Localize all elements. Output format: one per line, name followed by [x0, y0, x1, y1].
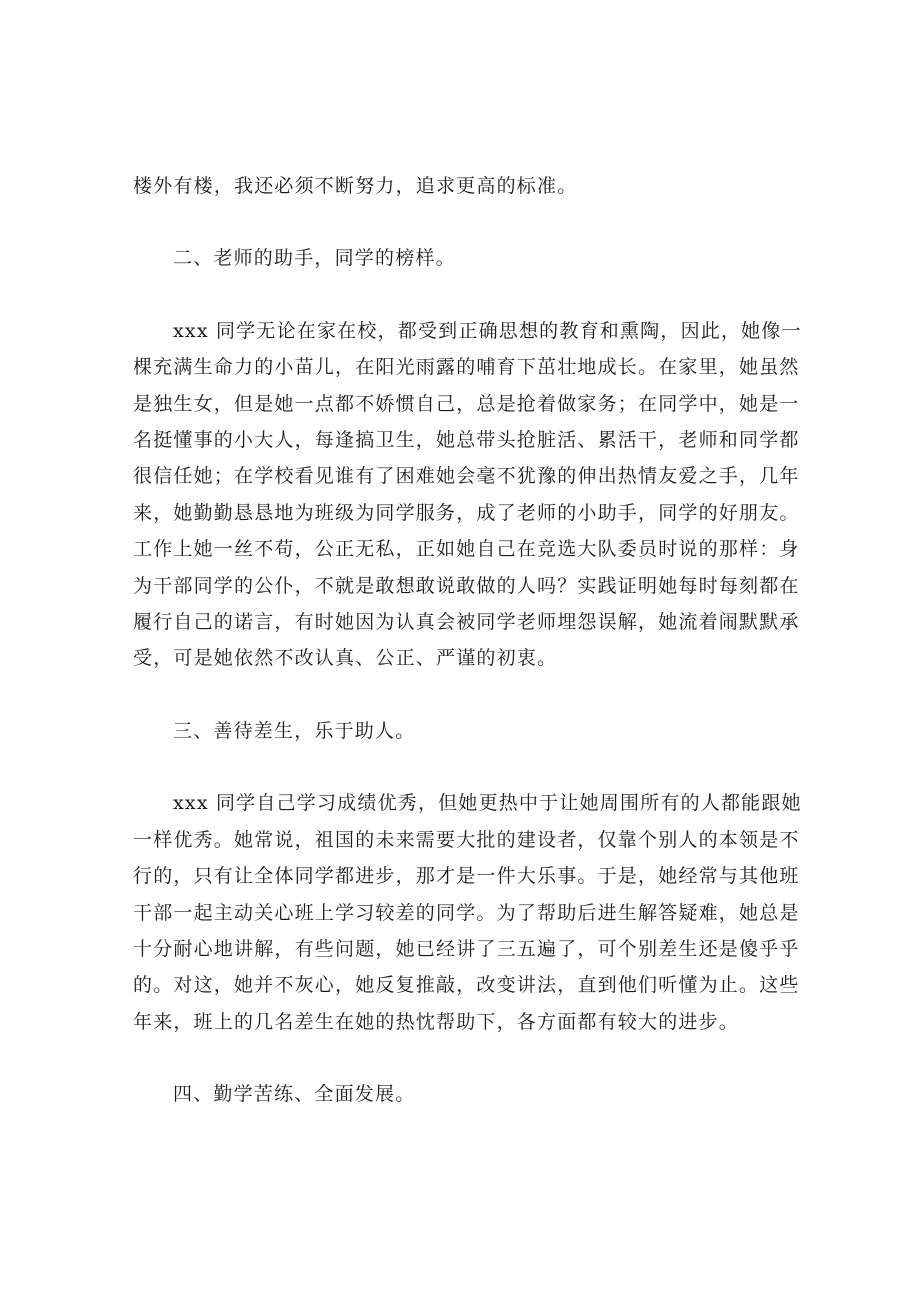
paragraph-gap: [133, 749, 793, 785]
text-line: 的。对这，她并不灰心，她反复推敲，改变讲法，直到他们听懂为止。这些: [133, 974, 800, 997]
text-line: 棵充满生命力的小苗儿，在阳光雨露的哺育下茁壮地成长。在家里，她虽然: [133, 356, 800, 379]
text-line: 一样优秀。她常说，祖国的未来需要大批的建设者，仅靠个别人的本领是不: [133, 828, 800, 851]
text-line: 工作上她一丝不苟，公正无私，正如她自己在竞选大队委员时说的那样：身: [133, 538, 800, 561]
section-heading-2: 二、老师的助手，同学的榜样。: [173, 247, 456, 270]
section-heading-3: 三、善待差生，乐于助人。: [173, 719, 416, 742]
paragraph-carryover: [133, 168, 793, 204]
text-line: 为干部同学的公仆，不就是敢想敢说敢做的人吗？实践证明她每时每刻都在: [133, 574, 800, 597]
paragraph-gap: [133, 204, 793, 240]
paragraph-section-3: [133, 785, 802, 1040]
paragraph-gap: [133, 677, 793, 713]
text-line: 楼外有楼，我还必须不断努力，追求更高的标准。: [133, 175, 578, 197]
text-line: 很信任她；在学校看见谁有了困难她会毫不犹豫的伸出热情友爱之手，几年: [133, 465, 800, 488]
text-line: 行的，只有让全体同学都进步，那才是一件大乐事。于是，她经常与其他班: [133, 865, 800, 888]
document-body: [133, 168, 802, 1113]
paragraph-gap: [133, 277, 793, 313]
text-line: 是独生女，但是她一点都不娇惯自己，总是抢着做家务；在同学中，她是一: [133, 392, 800, 415]
paragraph-section-2: [133, 313, 802, 677]
text-line: xxx 同学无论在家在校，都受到正确思想的教育和熏陶，因此，她像一: [173, 319, 802, 342]
text-line: 干部一起主动关心班上学习较差的同学。为了帮助后进生解答疑难，她总是: [133, 901, 800, 924]
paragraph-gap: [133, 1040, 793, 1076]
text-line: 来，她勤勤恳恳地为班级为同学服务，成了老师的小助手，同学的好朋友。: [133, 501, 800, 524]
text-line: 履行自己的诺言，有时她因为认真会被同学老师埋怨误解，她流着闹默默承: [133, 611, 800, 634]
text-line: 十分耐心地讲解，有些问题，她已经讲了三五遍了，可个别差生还是傻乎乎: [133, 937, 800, 960]
text-line: 名挺懂事的小大人，每逢搞卫生，她总带头抢脏活、累活干，老师和同学都: [133, 429, 800, 452]
text-line: 年来，班上的几名差生在她的热忱帮助下，各方面都有较大的进步。: [133, 1010, 740, 1033]
text-line: 受，可是她依然不改认真、公正、严谨的初衷。: [133, 647, 558, 670]
text-line: xxx 同学自己学习成绩优秀，但她更热中于让她周围所有的人都能跟她: [173, 792, 802, 815]
section-heading-4: 四、勤学苦练、全面发展。: [173, 1083, 416, 1106]
